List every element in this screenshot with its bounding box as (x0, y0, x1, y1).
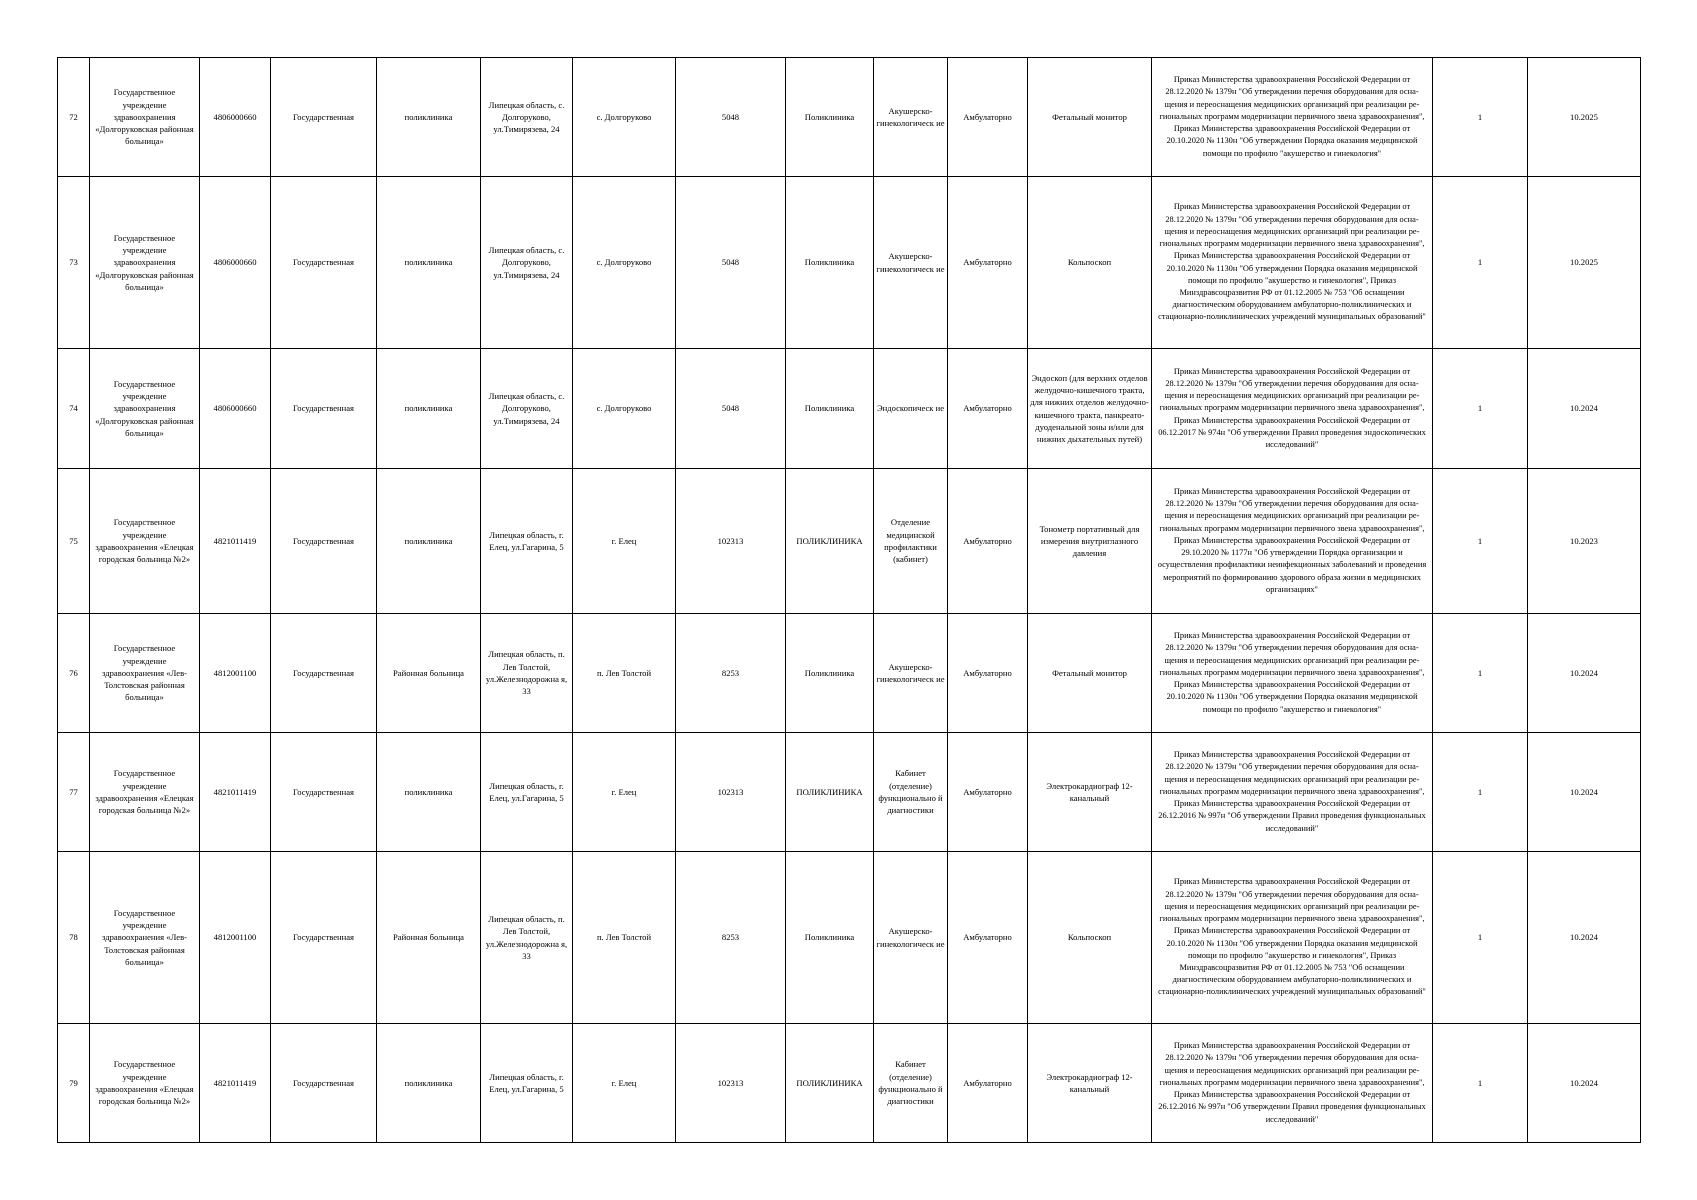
cell-facility-type: Районная больница (377, 852, 481, 1024)
cell-ownership: Государственная (271, 349, 377, 469)
cell-care-form: Амбулаторно (948, 177, 1028, 349)
cell-facility-type: поликлиника (377, 177, 481, 349)
cell-equipment: Тонометр портативный для измерения внутриглазного давления (1028, 469, 1152, 614)
cell-number: 75 (58, 469, 90, 614)
cell-organization: Государственное учреждение здравоохранения «Елецкая городская больница №2» (90, 1024, 200, 1143)
cell-date: 10.2025 (1528, 177, 1641, 349)
cell-locality: г. Елец (573, 733, 676, 852)
cell-population: 102313 (676, 469, 786, 614)
cell-date: 10.2024 (1528, 349, 1641, 469)
cell-subdivision: Поликлиника (786, 349, 874, 469)
cell-number: 72 (58, 58, 90, 177)
cell-equipment: Кольпоскоп (1028, 177, 1152, 349)
cell-date: 10.2024 (1528, 1024, 1641, 1143)
table-row (58, 349, 1641, 469)
cell-care-form: Амбулаторно (948, 349, 1028, 469)
cell-facility-type: Районная больница (377, 614, 481, 733)
cell-date: 10.2023 (1528, 469, 1641, 614)
cell-care-form: Амбулаторно (948, 614, 1028, 733)
cell-legal-basis: Приказ Министерства здравоохранения Российской Федерации от 28.12.2020 № 1379н "Об утверждении перечня оборудования для осна-щения и переоснащения медицинских организаций при реализации ре-гиональных программ модернизации первичного звена здравоохранения", Приказ Министерства здравоохранения Российской Федерации от 20.10.2020 № 1130н "Об утверждении Порядка оказания медицинской помощи по профилю "акушерство и гинекология" (1152, 614, 1433, 733)
table-row (58, 177, 1641, 349)
cell-department: Отделение медицинской профилактики (кабинет) (874, 469, 948, 614)
cell-legal-basis: Приказ Министерства здравоохранения Российской Федерации от 28.12.2020 № 1379н "Об утверждении перечня оборудования для осна-щения и переоснащения медицинских организаций при реализации ре-гиональных программ модернизации первичного звена здравоохранения", Приказ Министерства здравоохранения Российской Федерации от 20.10.2020 № 1130н "Об утверждении Порядка оказания медицинской помощи по профилю "акушерство и гинекология", Приказ Минздравсоцразвития РФ от 01.12.2005 № 753 "Об оснащении диагностическим оборудованием амбулаторно-поликлинических и стационарно-поликлинических учреждений муниципальных образований" (1152, 852, 1433, 1024)
cell-date: 10.2025 (1528, 58, 1641, 177)
cell-ownership: Государственная (271, 1024, 377, 1143)
cell-address: Липецкая область, п. Лев Толстой, ул.Железнодорожна я, 33 (481, 852, 573, 1024)
cell-code: 4821011419 (200, 733, 271, 852)
cell-population: 102313 (676, 733, 786, 852)
table-row (58, 469, 1641, 614)
cell-organization: Государственное учреждение здравоохранения «Долгоруковская районная больница» (90, 177, 200, 349)
cell-locality: с. Долгоруково (573, 58, 676, 177)
cell-subdivision: Поликлиника (786, 614, 874, 733)
cell-population: 8253 (676, 852, 786, 1024)
cell-date: 10.2024 (1528, 733, 1641, 852)
cell-care-form: Амбулаторно (948, 58, 1028, 177)
cell-ownership: Государственная (271, 469, 377, 614)
cell-address: Липецкая область, г. Елец, ул.Гагарина, 5 (481, 1024, 573, 1143)
cell-subdivision: Поликлиника (786, 852, 874, 1024)
cell-quantity: 1 (1433, 1024, 1528, 1143)
table-row (58, 58, 1641, 177)
cell-ownership: Государственная (271, 177, 377, 349)
cell-equipment: Кольпоскоп (1028, 852, 1152, 1024)
cell-legal-basis: Приказ Министерства здравоохранения Российской Федерации от 28.12.2020 № 1379н "Об утверждении перечня оборудования для осна-щения и переоснащения медицинских организаций при реализации ре-гиональных программ модернизации первичного звена здравоохранения", Приказ Министерства здравоохранения Российской Федерации от 20.10.2020 № 1130н "Об утверждении Порядка оказания медицинской помощи по профилю "акушерство и гинекология", Приказ Минздравсоцразвития РФ от 01.12.2005 № 753 "Об оснащении диагностическим оборудованием амбулаторно-поликлинических и стационарно-поликлинических учреждений муниципальных образований" (1152, 177, 1433, 349)
cell-department: Акушерско-гинекологическ ие (874, 58, 948, 177)
cell-population: 5048 (676, 349, 786, 469)
cell-locality: с. Долгоруково (573, 177, 676, 349)
cell-quantity: 1 (1433, 349, 1528, 469)
cell-legal-basis: Приказ Министерства здравоохранения Российской Федерации от 28.12.2020 № 1379н "Об утверждении перечня оборудования для осна-щения и переоснащения медицинских организаций при реализации ре-гиональных программ модернизации первичного звена здравоохранения", Приказ Министерства здравоохранения Российской Федерации от 29.10.2020 № 1177н "Об утверждении Порядка организации и осуществления профилактики неинфекционных заболеваний и проведения мероприятий по формированию здорового образа жизни в медицинских организациях" (1152, 469, 1433, 614)
cell-department: Акушерско-гинекологическ ие (874, 852, 948, 1024)
table-body (58, 58, 1641, 1143)
cell-code: 4821011419 (200, 1024, 271, 1143)
cell-department: Акушерско-гинекологическ ие (874, 177, 948, 349)
cell-care-form: Амбулаторно (948, 852, 1028, 1024)
cell-number: 76 (58, 614, 90, 733)
cell-legal-basis: Приказ Министерства здравоохранения Российской Федерации от 28.12.2020 № 1379н "Об утверждении перечня оборудования для осна-щения и переоснащения медицинских организаций при реализации ре-гиональных программ модернизации первичного звена здравоохранения", Приказ Министерства здравоохранения Российской Федерации от 26.12.2016 № 997н "Об утверждении Правил проведения функциональных исследований" (1152, 733, 1433, 852)
cell-code: 4806000660 (200, 349, 271, 469)
cell-quantity: 1 (1433, 58, 1528, 177)
cell-locality: г. Елец (573, 469, 676, 614)
cell-number: 79 (58, 1024, 90, 1143)
cell-population: 102313 (676, 1024, 786, 1143)
cell-locality: г. Елец (573, 1024, 676, 1143)
cell-address: Липецкая область, п. Лев Толстой, ул.Железнодорожна я, 33 (481, 614, 573, 733)
cell-date: 10.2024 (1528, 852, 1641, 1024)
cell-ownership: Государственная (271, 852, 377, 1024)
cell-population: 5048 (676, 58, 786, 177)
table-row (58, 733, 1641, 852)
cell-population: 8253 (676, 614, 786, 733)
cell-code: 4812001100 (200, 614, 271, 733)
cell-number: 78 (58, 852, 90, 1024)
cell-ownership: Государственная (271, 614, 377, 733)
cell-subdivision: ПОЛИКЛИНИКА (786, 733, 874, 852)
cell-quantity: 1 (1433, 469, 1528, 614)
cell-facility-type: поликлиника (377, 733, 481, 852)
cell-organization: Государственное учреждение здравоохранения «Елецкая городская больница №2» (90, 469, 200, 614)
cell-subdivision: ПОЛИКЛИНИКА (786, 1024, 874, 1143)
cell-organization: Государственное учреждение здравоохранения «Долгоруковская районная больница» (90, 349, 200, 469)
cell-subdivision: Поликлиника (786, 58, 874, 177)
cell-department: Акушерско-гинекологическ ие (874, 614, 948, 733)
cell-code: 4806000660 (200, 58, 271, 177)
equipment-register-table (57, 57, 1641, 1143)
cell-equipment: Эндоскоп (для верхних отделов желудочно-кишечного тракта, для нижних отделов желудочно-кишечного тракта, панкреато-дуоденальной зоны и/или для нижних дыхательных путей) (1028, 349, 1152, 469)
cell-quantity: 1 (1433, 614, 1528, 733)
cell-date: 10.2024 (1528, 614, 1641, 733)
cell-legal-basis: Приказ Министерства здравоохранения Российской Федерации от 28.12.2020 № 1379н "Об утверждении перечня оборудования для осна-щения и переоснащения медицинских организаций при реализации ре-гиональных программ модернизации первичного звена здравоохранения", Приказ Министерства здравоохранения Российской Федерации от 26.12.2016 № 997н "Об утверждении Правил проведения функциональных исследований" (1152, 1024, 1433, 1143)
cell-organization: Государственное учреждение здравоохранения «Долгоруковская районная больница» (90, 58, 200, 177)
cell-facility-type: поликлиника (377, 349, 481, 469)
cell-subdivision: ПОЛИКЛИНИКА (786, 469, 874, 614)
cell-locality: п. Лев Толстой (573, 614, 676, 733)
cell-organization: Государственное учреждение здравоохранения «Елецкая городская больница №2» (90, 733, 200, 852)
cell-number: 73 (58, 177, 90, 349)
cell-subdivision: Поликлиника (786, 177, 874, 349)
cell-address: Липецкая область, с. Долгоруково, ул.Тимирязева, 24 (481, 177, 573, 349)
cell-equipment: Фетальный монитор (1028, 614, 1152, 733)
cell-department: Кабинет (отделение) функционально й диагностики (874, 733, 948, 852)
cell-code: 4806000660 (200, 177, 271, 349)
cell-care-form: Амбулаторно (948, 469, 1028, 614)
cell-equipment: Электрокардиограф 12-канальный (1028, 733, 1152, 852)
cell-code: 4821011419 (200, 469, 271, 614)
cell-quantity: 1 (1433, 733, 1528, 852)
cell-facility-type: поликлиника (377, 1024, 481, 1143)
cell-address: Липецкая область, с. Долгоруково, ул.Тимирязева, 24 (481, 58, 573, 177)
cell-facility-type: поликлиника (377, 469, 481, 614)
cell-legal-basis: Приказ Министерства здравоохранения Российской Федерации от 28.12.2020 № 1379н "Об утверждении перечня оборудования для осна-щения и переоснащения медицинских организаций при реализации ре-гиональных программ модернизации первичного звена здравоохранения", Приказ Министерства здравоохранения Российской Федерации от 20.10.2020 № 1130н "Об утверждении Порядка оказания медицинской помощи по профилю "акушерство и гинекология" (1152, 58, 1433, 177)
cell-legal-basis: Приказ Министерства здравоохранения Российской Федерации от 28.12.2020 № 1379н "Об утверждении перечня оборудования для осна-щения и переоснащения медицинских организаций при реализации ре-гиональных программ модернизации первичного звена здравоохранения", Приказ Министерства здравоохранения Российской Федерации от 06.12.2017 № 974н "Об утверждении Правил проведения эндоскопических исследований" (1152, 349, 1433, 469)
cell-department: Кабинет (отделение) функционально й диагностики (874, 1024, 948, 1143)
cell-department: Эндоскопическ ие (874, 349, 948, 469)
cell-locality: п. Лев Толстой (573, 852, 676, 1024)
table-row (58, 614, 1641, 733)
cell-equipment: Электрокардиограф 12-канальный (1028, 1024, 1152, 1143)
cell-equipment: Фетальный монитор (1028, 58, 1152, 177)
cell-organization: Государственное учреждение здравоохранения «Лев-Толстовская районная больница» (90, 852, 200, 1024)
cell-organization: Государственное учреждение здравоохранения «Лев-Толстовская районная больница» (90, 614, 200, 733)
cell-quantity: 1 (1433, 177, 1528, 349)
cell-population: 5048 (676, 177, 786, 349)
cell-number: 77 (58, 733, 90, 852)
cell-address: Липецкая область, г. Елец, ул.Гагарина, 5 (481, 469, 573, 614)
table-row (58, 852, 1641, 1024)
cell-quantity: 1 (1433, 852, 1528, 1024)
cell-number: 74 (58, 349, 90, 469)
cell-address: Липецкая область, с. Долгоруково, ул.Тимирязева, 24 (481, 349, 573, 469)
cell-ownership: Государственная (271, 733, 377, 852)
cell-code: 4812001100 (200, 852, 271, 1024)
cell-care-form: Амбулаторно (948, 733, 1028, 852)
cell-ownership: Государственная (271, 58, 377, 177)
cell-facility-type: поликлиника (377, 58, 481, 177)
cell-care-form: Амбулаторно (948, 1024, 1028, 1143)
cell-address: Липецкая область, г. Елец, ул.Гагарина, 5 (481, 733, 573, 852)
cell-locality: с. Долгоруково (573, 349, 676, 469)
table-row (58, 1024, 1641, 1143)
